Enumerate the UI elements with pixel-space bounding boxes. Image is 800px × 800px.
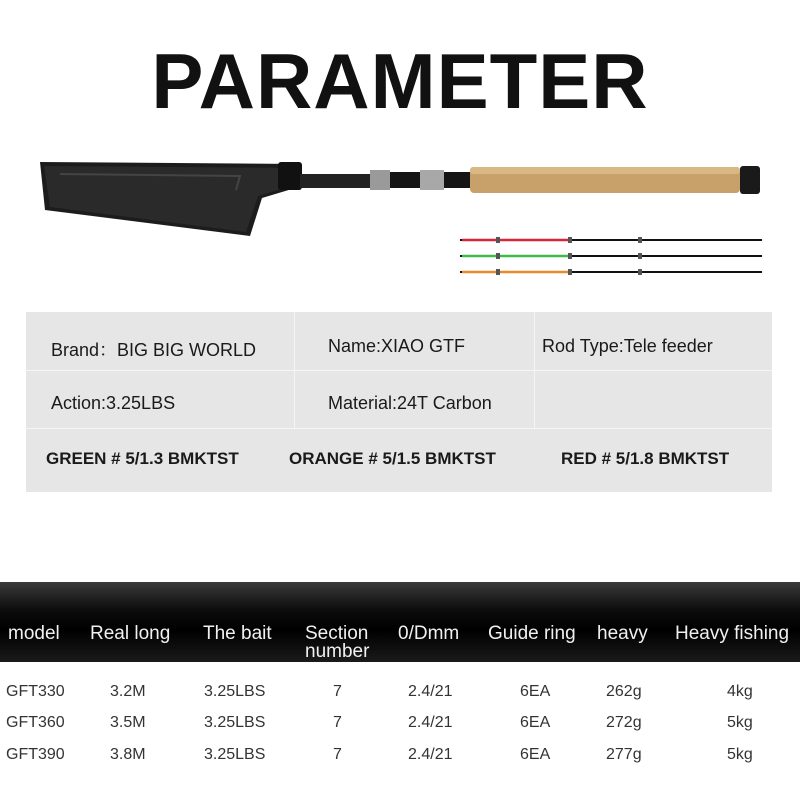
cell-model: GFT330 (6, 683, 65, 700)
spec-action: Action:3.25LBS (51, 393, 176, 413)
cell-bait: 3.25LBS (204, 683, 266, 700)
cell-bait: 3.25LBS (204, 714, 266, 731)
table-row (0, 677, 800, 707)
cell-heavy: 262g (606, 683, 642, 700)
col-bait: The bait (203, 623, 272, 644)
spec-material: Material:24T Carbon (328, 393, 492, 413)
cell-heavy: 277g (606, 746, 642, 763)
cell-dmm: 2.4/21 (408, 714, 453, 731)
tip-sections-image (450, 232, 770, 282)
cell-real-long: 3.2M (110, 683, 146, 700)
table-row (0, 708, 800, 738)
spec-red-tip: RED # 5/1.8 BMKTST (561, 449, 730, 468)
cell-dmm: 2.4/21 (408, 683, 453, 700)
cell-section: 7 (333, 746, 342, 763)
cell-guide-ring: 6EA (520, 683, 551, 700)
spec-brand: Brand：BIG BIG WORLD (51, 340, 257, 360)
cell-dmm: 2.4/21 (408, 746, 453, 763)
col-dmm: 0/Dmm (398, 623, 460, 644)
table-header (0, 582, 800, 662)
cell-section: 7 (333, 714, 342, 731)
cell-heavy: 272g (606, 714, 642, 731)
spec-name: Name:XIAO GTF (328, 336, 466, 356)
col-model: model (8, 623, 60, 644)
cell-real-long: 3.8M (110, 746, 146, 763)
fishing-rod-image (0, 150, 800, 240)
col-section-number: number (305, 641, 370, 662)
col-heavy: heavy (597, 623, 648, 644)
spec-rod-type: Rod Type:Tele feeder (542, 336, 713, 356)
col-heavy-fishing: Heavy fishing (675, 623, 790, 644)
page-title: PARAMETER (151, 37, 649, 125)
cell-real-long: 3.5M (110, 714, 146, 731)
cell-section: 7 (333, 683, 342, 700)
cell-heavy-fishing: 5kg (727, 714, 753, 731)
spec-panel (26, 312, 772, 492)
cell-bait: 3.25LBS (204, 746, 266, 763)
spec-orange-tip: ORANGE # 5/1.5 BMKTST (289, 449, 496, 468)
col-guide-ring: Guide ring (488, 623, 576, 644)
col-real-long: Real long (90, 623, 171, 644)
cell-model: GFT360 (6, 714, 65, 731)
cell-model: GFT390 (6, 746, 65, 763)
col-section: Section (305, 623, 369, 644)
table-row (0, 740, 800, 770)
cell-guide-ring: 6EA (520, 714, 551, 731)
spec-green-tip: GREEN # 5/1.3 BMKTST (46, 449, 239, 468)
cell-heavy-fishing: 4kg (727, 683, 753, 700)
cell-guide-ring: 6EA (520, 746, 551, 763)
cell-heavy-fishing: 5kg (727, 746, 753, 763)
